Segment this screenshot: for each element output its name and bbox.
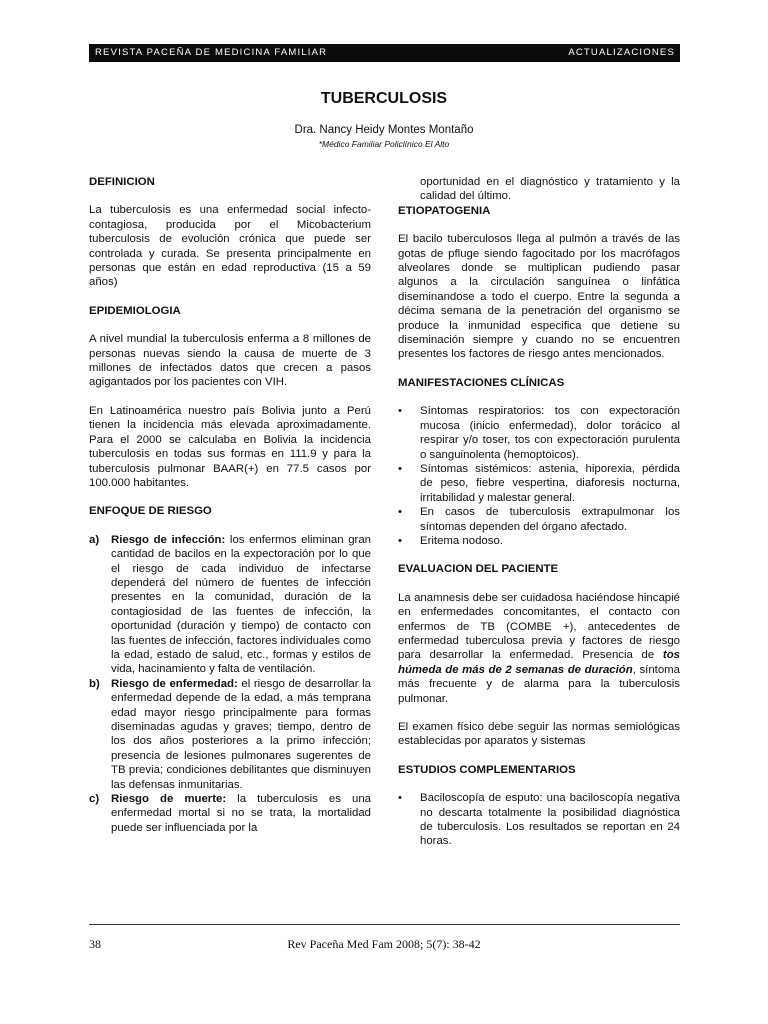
epidemiologia-paragraph-1: A nivel mundial la tuberculosis enferma a 8 millones de personas nuevas siendo la causa de muerte de 3 millones de infectados datos que crecen a pasos agigantados por los pacientes con VIH. [89,333,371,389]
enfoque-heading: ENFOQUE DE RIESGO [89,505,212,518]
definicion-text: La tuberculosis es una enfermedad social infecto-contagiosa, producida por el Micobacterium tuberculosis de evolución crónica que puede ser controlada y curada. Se presenta principalmente en personas que están en edad reproductiva (15 a 59 años) [89,204,371,289]
bullet-icon: • [398,405,402,418]
page-number: 38 [89,937,101,951]
risk-item-infeccion [89,533,371,677]
risk-term: Riesgo de muerte: [111,793,227,806]
list-item [398,534,680,548]
list-item [398,462,680,505]
etiopatogenia-heading: ETIOPATOGENIA [398,204,491,217]
list-item [398,404,680,462]
definicion-heading: DEFINICION [89,176,155,188]
evaluacion-heading: EVALUACION DEL PACIENTE [398,563,559,576]
evaluacion-paragraph-2: El examen físico debe seguir las normas semiológicas establecidas por aparatos y sistemas [398,721,680,748]
right-column [398,175,680,849]
list-item [398,791,680,849]
list-marker: c) [89,793,100,806]
alarm-symptom: tos húmeda de más de 2 semanas de duración [398,649,680,676]
estudio-text: Baciloscopía de esputo: una baciloscopía negativa no descarta totalmente la posibilidad diagnóstica de tuberculosis. Los resultados se reportan en 24 horas. [420,792,680,848]
bullet-icon: • [398,462,402,475]
risk-item-continuation: oportunidad en el diagnóstico y tratamiento y la calidad del último. [420,176,680,203]
author-name: Dra. Nancy Heidy Montes Montaño [294,124,474,136]
bullet-icon: • [398,792,402,805]
epidemiologia-heading: EPIDEMIOLOGIA [89,304,181,317]
list-marker: a) [89,533,100,546]
bullet-icon: • [398,506,402,519]
etiopatogenia-text: El bacilo tuberculosos llega al pulmón a través de las gotas de pfluge siendo fagocitado por los macrófagos alveolares donde se multiplican pudiendo pasar algunos a la circulación sanguínea o linfática diseminandose a todo el cuerpo. Entre la segunda a décima semana de la penetración del organismo se produce la inmunidad especifica que detiene su diseminación siempre y cuando no se encuentren presentes los factores de riesgo antes mencionados. [398,233,680,361]
manifestacion-text: Síntomas sistémicos: astenia, hiporexia, pérdida de peso, fiebre vespertina, diaforesis nocturna, irritabilidad y malestar general. [420,462,680,504]
risk-text: la tuberculosis es una enfermedad mortal si no se trata, la mortalidad puede ser influenciada por la [111,793,372,834]
risk-term: Riesgo de infección: [111,533,226,546]
evaluacion-paragraph-1: La anamnesis debe ser cuidadosa haciéndose hincapié en enfermedades concomitantes, el contacto con enfermos de TB (COMBE +), antecedentes de enfermedad tuberculosa previa y factores de riesgo para desarrollar la enfermedad. Presencia de tos húmeda de más de 2 semanas de duración, síntoma más frecuente y de alarma para la tuberculosis pulmonar. [398,591,680,705]
risk-term: Riesgo de enfermedad: [111,677,238,690]
author-affiliation: *Médico Familiar Policlínico El Alto [318,139,450,149]
journal-header-bar [89,44,680,62]
manifestaciones-heading: MANIFESTACIONES CLÍNICAS [398,376,565,389]
risk-text: los enfermos eliminan gran cantidad de bacilos en la expectoración por lo que el riesgo de cada individuo de infectarse dependerá del número de fuentes de infección presentes en la comunidad, duración de la contagiosidad de las fuentes de infección, la oportunidad (duración y tiempo) de contacto con las fuentes de infección, factores individuales como la edad, estado de salud, etc., formas y estilos de vida, hacinamiento y falta de ventilación. [111,533,371,676]
manifestacion-text: En casos de tuberculosis extrapulmonar los síntomas dependen del órgano afectado. [420,506,680,533]
footer-divider [89,924,680,925]
left-column [89,175,371,835]
risk-text: el riesgo de desarrollar la enfermedad depende de la edad, a más temprana edad mayor riesgo principalmente para formas diseminadas agudas y graves; tiempo, dentro de los dos años posteriores a la primo infección; presencia de lesiones pulmonares sugerentes de TB previa; condiciones debilitantes que disminuyen las defensas inmunitarias. [111,677,371,791]
manifestacion-text: Síntomas respiratorios: tos con expectoración mucosa (inicio enfermedad), dolor torácico al respirar y/o toser, tos con expectoración purulenta o sanguinolenta (hemoptoicos). [420,405,680,461]
list-marker: b) [89,677,100,690]
citation: Rev Paceña Med Fam 2008; 5(7): 38-42 [287,937,481,951]
risk-item-muerte [89,792,371,835]
epidemiologia-paragraph-2: En Latinoamérica nuestro país Bolivia junto a Perú tienen la incidencia más elevada aproximadamente. Para el 2000 se calculaba en Bolivia la incidencia tuberculosis en todas sus formas en 111.9 y para la tuberculosis pulmonar BAAR(+) en 77.5 casos por 100.000 habitantes. [89,404,371,489]
manifestacion-text: Eritema nodoso. [420,534,503,547]
journal-name: REVISTA PACEÑA DE MEDICINA FAMILIAR [95,47,328,58]
risk-item-enfermedad [89,677,371,792]
section-name: ACTUALIZACIONES [568,47,675,58]
bullet-icon: • [398,534,402,547]
article-title: TUBERCULOSIS [320,90,448,107]
estudios-heading: ESTUDIOS COMPLEMENTARIOS [398,763,576,776]
list-item [398,505,680,534]
